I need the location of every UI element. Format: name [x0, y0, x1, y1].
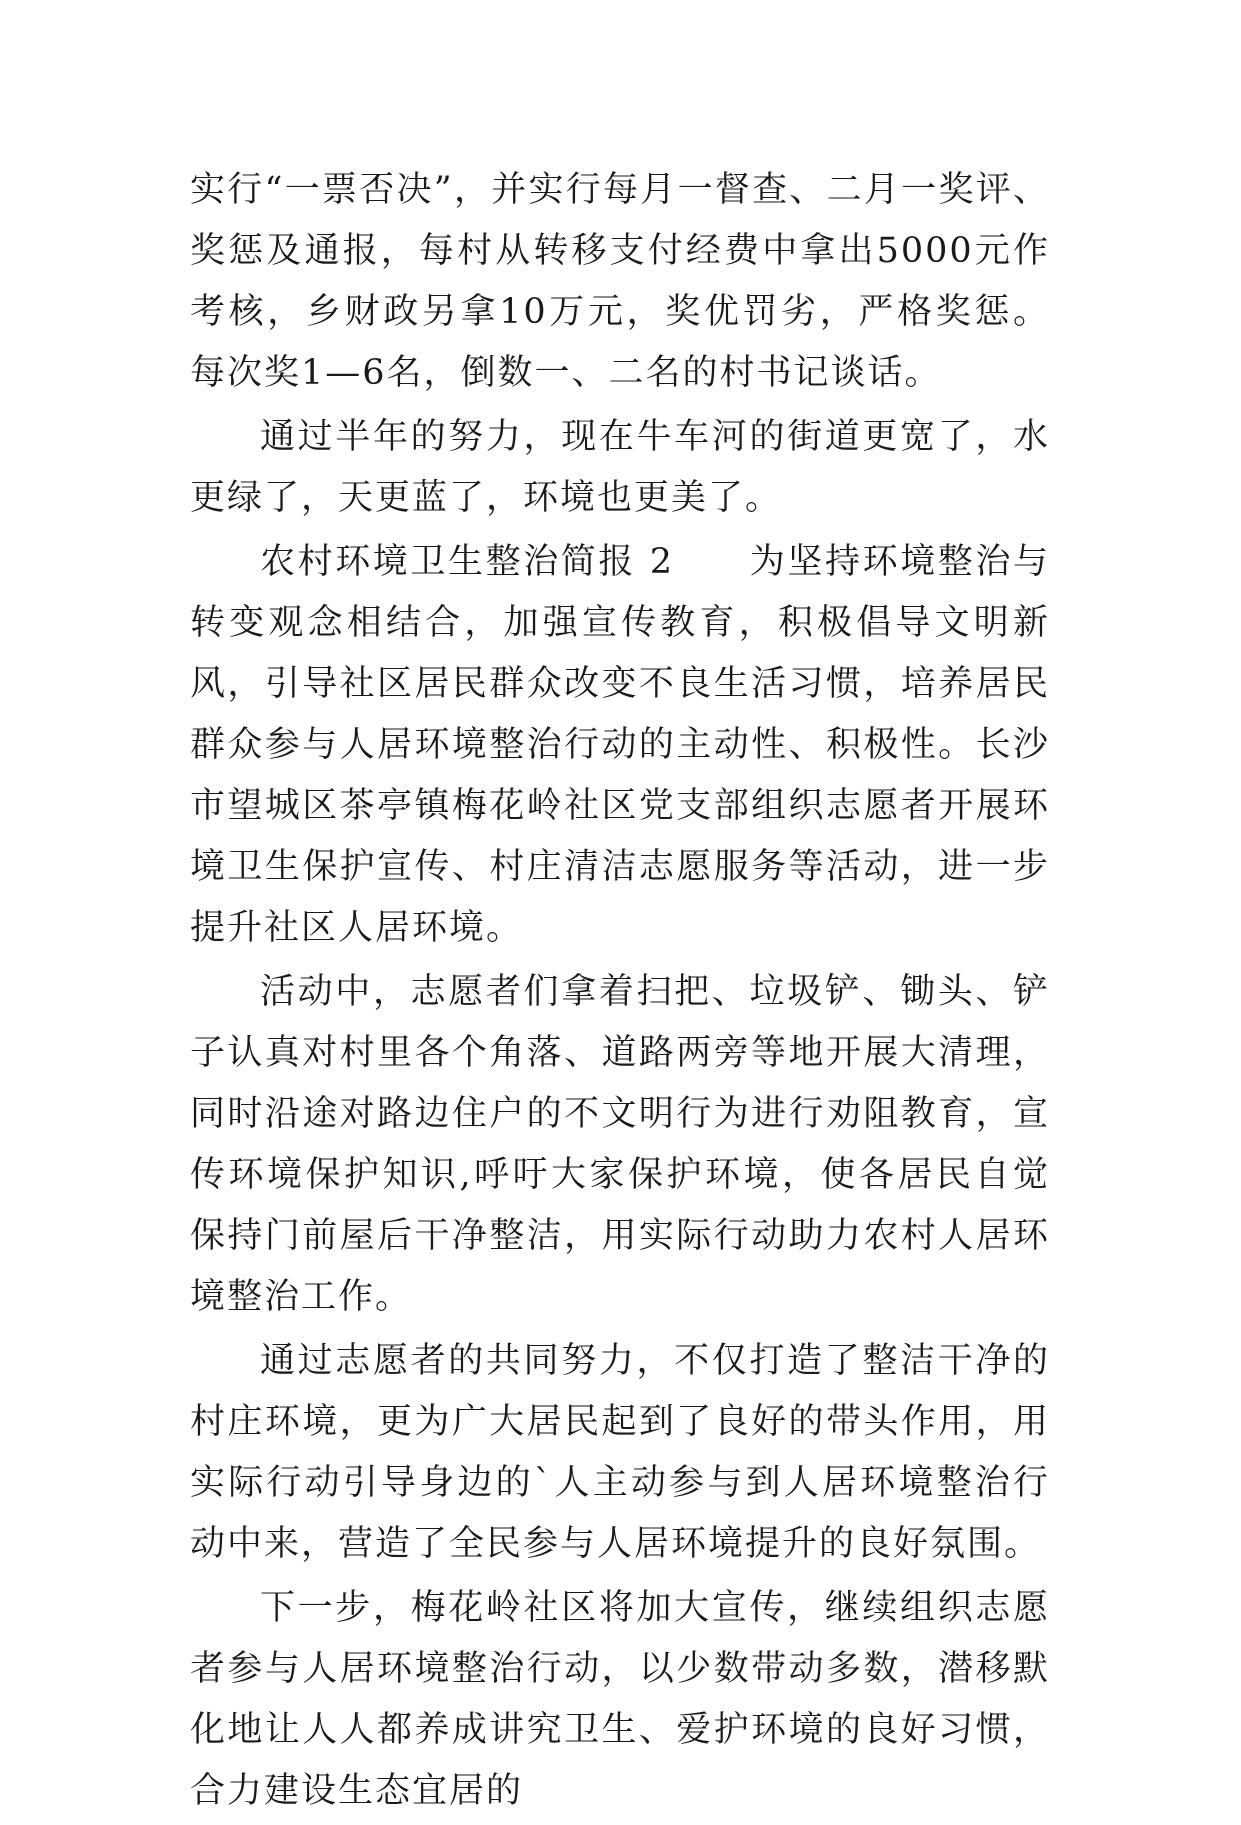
- paragraph-4: 活动中，志愿者们拿着扫把、垃圾铲、锄头、铲子认真对村里各个角落、道路两旁等地开展大清理，同时沿途对路边住户的不文明行为进行劝阻教育，宣传环境保护知识,呼吁大家保护环境，使各居民自觉保持门前屋后干净整洁，用实际行动助力农村人居环境整治工作。: [190, 972, 1050, 1317]
- paragraph-5: 通过志愿者的共同努力，不仅打造了整洁干净的村庄环境，更为广大居民起到了良好的带头作用，用实际行动引导身边的`人主动参与到人居环境整治行动中来，营造了全民参与人居环境提升的良好氛围。: [190, 1341, 1050, 1564]
- paragraph-1: 实行“一票否决”，并实行每月一督查、二月一奖评、奖惩及通报，每村从转移支付经费中拿出5000元作考核，乡财政另拿10万元，奖优罚劣，严格奖惩。每次奖1—6名，倒数一、二名的村书记谈话。: [190, 170, 1050, 393]
- paragraph-6: 下一步，梅花岭社区将加大宣传，继续组织志愿者参与人居环境整治行动，以少数带动多数，潜移默化地让人人都养成讲究卫生、爱护环境的良好习惯，合力建设生态宜居的: [190, 1588, 1050, 1811]
- document-body: [190, 160, 1050, 1825]
- paragraph-3: 农村环境卫生整治简报 2 为坚持环境整治与转变观念相结合，加强宣传教育，积极倡导文明新风，引导社区居民群众改变不良生活习惯，培养居民群众参与人居环境整治行动的主动性、积极性。长沙市望城区茶亭镇梅花岭社区党支部组织志愿者开展环境卫生保护宣传、村庄清洁志愿服务等活动，进一步提升社区人居环境。: [190, 542, 1050, 948]
- paragraph-2: 通过半年的努力，现在牛车河的街道更宽了，水更绿了，天更蓝了，环境也更美了。: [190, 417, 1050, 518]
